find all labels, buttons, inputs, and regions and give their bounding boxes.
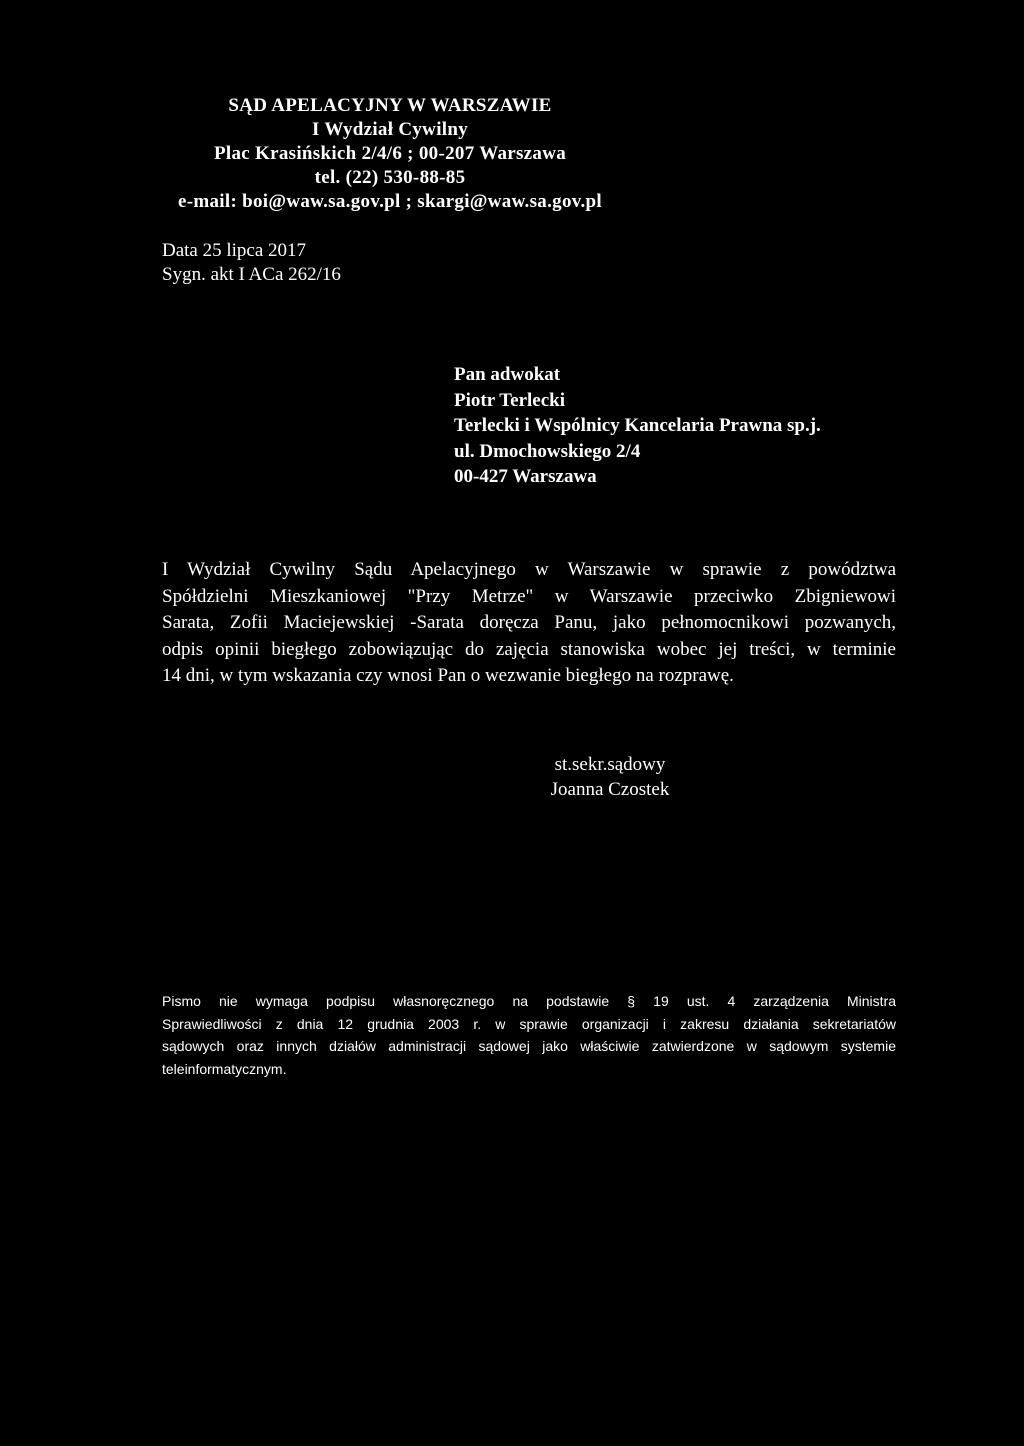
footer-line: Sprawiedliwości z dnia 12 grudnia 2003 r. w sprawie organizacji i zakresu działania sekretariatów: [162, 1015, 896, 1032]
addressee-name: Piotr Terlecki: [454, 389, 565, 411]
footer-line: teleinformatycznym.: [162, 1060, 287, 1077]
document-date: Data 25 lipca 2017: [162, 240, 307, 261]
court-phone: tel. (22) 530-88-85: [314, 167, 466, 188]
document-meta: [162, 239, 341, 287]
body-line: Sarata, Zofii Maciejewskiej -Sarata doręcza Panu, jako pełnomocnikowi pozwanych,: [162, 612, 896, 633]
addressee-street: ul. Dmochowskiego 2/4: [454, 440, 641, 462]
addressee-firm: Terlecki i Wspólnicy Kancelaria Prawna sp.j.: [454, 415, 821, 436]
signature-block: [430, 752, 790, 802]
body-line: odpis opinii biegłego zobowiązując do zajęcia stanowiska wobec jej treści, w terminie: [162, 638, 896, 660]
addressee-city: 00-427 Warszawa: [454, 466, 597, 487]
body-line: I Wydział Cywilny Sądu Apelacyjnego w Warszawie w sprawie z powództwa: [162, 559, 896, 580]
footer-note: [162, 990, 896, 1080]
addressee-block: [454, 362, 821, 490]
court-email: e-mail: boi@waw.sa.gov.pl ; skargi@waw.sa.gov.pl: [178, 191, 602, 212]
case-reference: Sygn. akt I ACa 262/16: [162, 264, 341, 285]
footer-line: Pismo nie wymaga podpisu własnoręcznego na podstawie § 19 ust. 4 zarządzenia Ministra: [162, 993, 896, 1009]
addressee-title: Pan adwokat: [454, 364, 561, 385]
letter-body: [162, 557, 896, 690]
footer-line: sądowych oraz innych działów administracji sądowej jako właściwie zatwierdzone w sądowym systemie: [162, 1038, 896, 1054]
court-header: [0, 94, 780, 214]
court-address: Plac Krasińskich 2/4/6 ; 00-207 Warszawa: [213, 143, 567, 164]
court-name: SĄD APELACYJNY W WARSZAWIE: [228, 95, 552, 116]
body-line: 14 dni, w tym wskazania czy wnosi Pan o wezwanie biegłego na rozprawę.: [162, 665, 734, 686]
signatory-position: st.sekr.sądowy: [554, 754, 666, 775]
body-line: Spółdzielni Mieszkaniowej "Przy Metrze" w Warszawie przeciwko Zbigniewowi: [162, 585, 896, 607]
signatory-name: Joanna Czostek: [550, 779, 670, 800]
court-division: I Wydział Cywilny: [311, 119, 469, 140]
